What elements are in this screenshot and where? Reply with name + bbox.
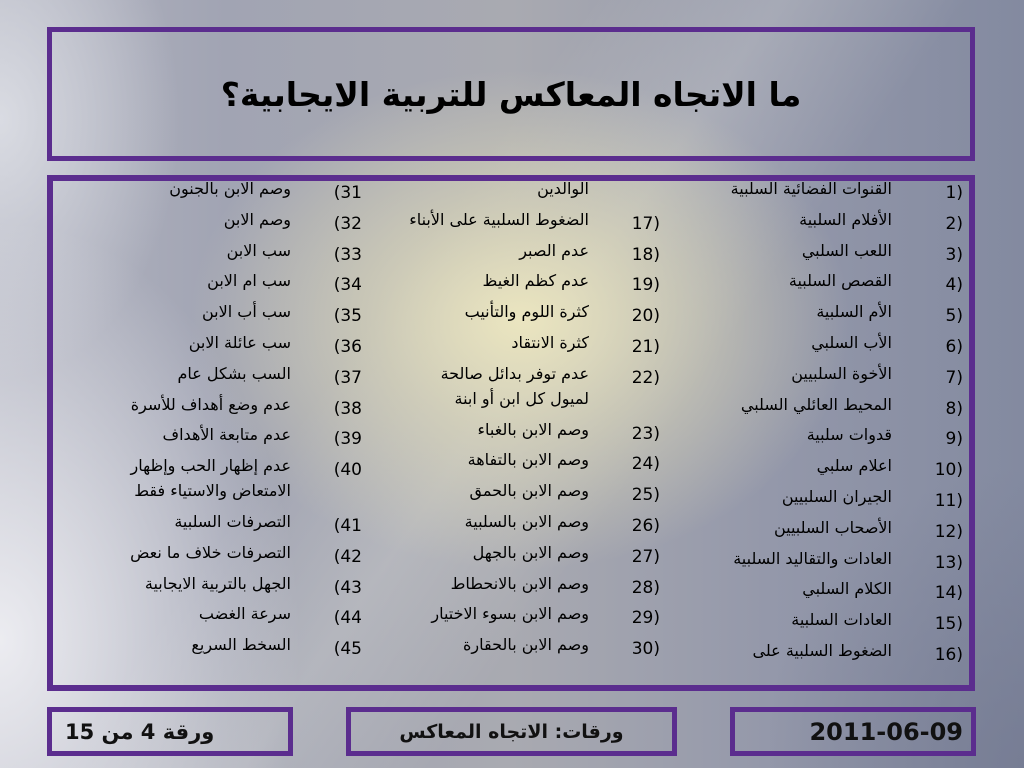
list-item-number: (31 bbox=[333, 183, 362, 203]
list-item bbox=[365, 207, 663, 238]
list-item-text bbox=[365, 540, 589, 565]
list-item-number: (34 bbox=[333, 275, 362, 296]
list-item-text-line: قدوات سلبية bbox=[806, 425, 892, 445]
list-item-text bbox=[365, 361, 589, 411]
slide-title: ما الاتجاه المعاكس للتربية الايجابية؟ bbox=[220, 74, 802, 114]
list-item-text-line: عدم كظم الغيظ bbox=[482, 271, 589, 291]
list-item-text-line: وصم الابن بالجهل bbox=[472, 542, 589, 562]
title-frame bbox=[47, 27, 975, 161]
list-item-text-line: وصم الابن بالجنون bbox=[169, 179, 291, 198]
list-item-text-line: اللعب السلبي bbox=[801, 240, 892, 260]
list-item-number: 23) bbox=[631, 423, 660, 444]
list-item-text bbox=[58, 601, 291, 626]
list-item bbox=[58, 601, 365, 632]
list-item-text bbox=[663, 268, 892, 293]
list-item-text bbox=[58, 509, 291, 534]
list-item-text-line: المحيط العائلي السلبي bbox=[740, 394, 892, 414]
list-item-number: (37 bbox=[333, 367, 362, 388]
list-item-number: 1) bbox=[945, 183, 963, 203]
list-item-number: 24) bbox=[631, 454, 660, 475]
list-item-text-line: وصم الابن بالغباء bbox=[477, 419, 589, 439]
list-item-number: (36 bbox=[333, 336, 362, 357]
list-item bbox=[663, 484, 966, 515]
list-item-number: (32 bbox=[333, 213, 362, 234]
list-item bbox=[663, 268, 966, 299]
footer-section-box bbox=[346, 707, 677, 756]
list-item-number: (42 bbox=[333, 546, 362, 567]
list-item-continuation bbox=[365, 176, 663, 207]
list-item-text-line: الضغوط السلبية على bbox=[752, 640, 892, 660]
list-item-text bbox=[365, 299, 589, 324]
list-item-number: 9) bbox=[945, 429, 963, 450]
list-item-number: 2) bbox=[945, 213, 963, 234]
list-item-text bbox=[365, 176, 589, 201]
list-item bbox=[365, 361, 663, 417]
list-item bbox=[663, 576, 966, 607]
list-item bbox=[663, 176, 966, 207]
list-item-number: 30) bbox=[631, 639, 660, 660]
list-item-text-line: الوالدين bbox=[537, 179, 589, 198]
list-item-text-line: عدم إظهار الحب وإظهار bbox=[130, 456, 291, 476]
list-item-text bbox=[365, 509, 589, 534]
list-item-number: 12) bbox=[934, 521, 963, 542]
list-item-text-line: كثرة الانتقاد bbox=[511, 332, 589, 352]
list-item-number: 8) bbox=[945, 398, 963, 419]
list-item-text bbox=[663, 361, 892, 386]
list-item-text bbox=[365, 207, 589, 232]
list-item bbox=[58, 330, 365, 361]
list-item-number: (39 bbox=[333, 429, 362, 450]
list-item-number: 3) bbox=[945, 244, 963, 265]
list-item-text-line: وصم الابن بالسلبية bbox=[464, 511, 589, 531]
list-item-text-line: العادات والتقاليد السلبية bbox=[733, 548, 892, 568]
list-item-text-line: الجهل بالتربية الايجابية bbox=[144, 573, 291, 593]
list-item-text bbox=[58, 453, 291, 503]
list-item-text bbox=[58, 392, 291, 417]
list-item-text bbox=[365, 417, 589, 442]
footer-date-box bbox=[730, 707, 976, 756]
list-item-text bbox=[365, 571, 589, 596]
list-item-text bbox=[58, 207, 291, 232]
list-item-text-line: السب بشكل عام bbox=[177, 363, 291, 383]
list-item-number: 4) bbox=[945, 275, 963, 296]
list-item-text-line: الأم السلبية bbox=[816, 302, 892, 322]
list-item-text-line: القصص السلبية bbox=[788, 271, 892, 291]
list-item-number: 25) bbox=[631, 485, 660, 506]
list-item-text bbox=[58, 571, 291, 596]
slide-counter: ورقة 4 من 15 bbox=[65, 719, 215, 744]
list-item bbox=[663, 422, 966, 453]
list-item-text bbox=[663, 453, 892, 478]
list-item bbox=[663, 238, 966, 269]
list-item-text bbox=[365, 268, 589, 293]
list-item-text bbox=[58, 540, 291, 565]
list-item-text-line: سب أب الابن bbox=[202, 302, 291, 322]
list-item-number: 7) bbox=[945, 367, 963, 388]
list-item-text-line: وصم الابن بالتفاهة bbox=[467, 450, 589, 470]
list-item bbox=[365, 330, 663, 361]
list-item-text bbox=[365, 601, 589, 626]
list-item bbox=[365, 478, 663, 509]
list-item-text bbox=[663, 607, 892, 632]
list-item-text bbox=[663, 176, 892, 201]
list-item-text-line: الأفلام السلبية bbox=[799, 209, 892, 229]
list-item-text-line: الجيران السلبيين bbox=[781, 486, 892, 506]
list-item bbox=[365, 417, 663, 448]
list-item-number: 20) bbox=[631, 306, 660, 327]
list-item bbox=[58, 268, 365, 299]
slide-date: 2011-06-09 bbox=[809, 717, 963, 746]
list-item-number: (44 bbox=[333, 608, 362, 629]
list-item-text bbox=[58, 176, 291, 201]
list-item-text-line: التصرفات السلبية bbox=[174, 511, 291, 531]
list-item-text bbox=[663, 515, 892, 540]
list-item-text bbox=[365, 478, 589, 503]
list-item bbox=[58, 540, 365, 571]
list-item-text bbox=[663, 576, 892, 601]
list-item bbox=[365, 601, 663, 632]
list-item-text bbox=[365, 238, 589, 263]
list-item-text-line: العادات السلبية bbox=[791, 610, 892, 630]
section-title: ورقات: الاتجاه المعاكس bbox=[399, 720, 624, 743]
list-item-text bbox=[365, 447, 589, 472]
list-item-number: 27) bbox=[631, 546, 660, 567]
list-item-text-line: عدم وضع أهداف للأسرة bbox=[130, 394, 291, 414]
list-column-middle bbox=[365, 176, 663, 663]
list-item-text-line: السخط السريع bbox=[191, 635, 291, 655]
list-item bbox=[663, 392, 966, 423]
list-item-text-line: الضغوط السلبية على الأبناء bbox=[409, 209, 589, 229]
list-item-text bbox=[663, 638, 892, 663]
list-item bbox=[365, 299, 663, 330]
list-item-text bbox=[58, 299, 291, 324]
list-item-text bbox=[58, 361, 291, 386]
list-column-right bbox=[663, 176, 966, 669]
list-item bbox=[58, 392, 365, 423]
list-item-text-line: وصم الابن بالحقارة bbox=[463, 635, 589, 655]
list-item bbox=[663, 299, 966, 330]
list-item-number: 17) bbox=[631, 213, 660, 234]
list-item-text-line: لميول كل ابن أو ابنة bbox=[454, 388, 589, 408]
list-item bbox=[365, 632, 663, 663]
list-item-text-line: الأصحاب السلبيين bbox=[773, 517, 892, 537]
list-item-number: 13) bbox=[934, 552, 963, 573]
list-item-text-line: كثرة اللوم والتأنيب bbox=[464, 302, 589, 322]
list-item-number: 21) bbox=[631, 336, 660, 357]
list-item-text-line: عدم الصبر bbox=[519, 240, 589, 260]
list-frame bbox=[47, 175, 975, 691]
list-item-text-line: الامتعاض والاستياء فقط bbox=[134, 481, 291, 501]
list-item-text-line: وصم الابن بالحمق bbox=[469, 481, 589, 501]
list-item-text bbox=[365, 632, 589, 657]
list-item bbox=[663, 361, 966, 392]
list-item bbox=[58, 632, 365, 663]
list-item-number: (35 bbox=[333, 306, 362, 327]
list-item-text-line: التصرفات خلاف ما نعض bbox=[130, 542, 291, 562]
list-item-text-line: سب الابن bbox=[226, 240, 291, 260]
list-item-text-line: اعلام سلبي bbox=[816, 456, 892, 476]
list-item bbox=[663, 453, 966, 484]
list-item-text-line: سب عائلة الابن bbox=[188, 332, 291, 352]
list-item bbox=[58, 176, 365, 207]
list-item-text-line: الأخوة السلبيين bbox=[791, 363, 892, 383]
list-item bbox=[365, 447, 663, 478]
list-item-text bbox=[663, 484, 892, 509]
list-item-text-line: عدم متابعة الأهداف bbox=[162, 425, 291, 445]
list-item-text-line: وصم الابن بسوء الاختيار bbox=[431, 604, 589, 624]
list-item bbox=[663, 546, 966, 577]
footer-slide-counter-box bbox=[47, 707, 293, 756]
list-item-number bbox=[589, 181, 663, 206]
list-item-text bbox=[663, 299, 892, 324]
list-item bbox=[58, 453, 365, 509]
list-item bbox=[58, 299, 365, 330]
list-item bbox=[663, 515, 966, 546]
list-column-left bbox=[58, 176, 365, 663]
list-item-number: 19) bbox=[631, 275, 660, 296]
list-item-text-line: الأب السلبي bbox=[811, 332, 892, 352]
list-item-number: 6) bbox=[945, 336, 963, 357]
list-item bbox=[365, 509, 663, 540]
list-item-text-line: الكلام السلبي bbox=[802, 579, 892, 599]
list-item bbox=[663, 330, 966, 361]
list-item bbox=[365, 238, 663, 269]
list-item-text bbox=[663, 546, 892, 571]
list-item-number: 18) bbox=[631, 244, 660, 265]
list-item-text-line: وصم الابن bbox=[223, 209, 291, 229]
list-item-text bbox=[663, 422, 892, 447]
list-item-number: 22) bbox=[631, 367, 660, 388]
list-item-number: 28) bbox=[631, 577, 660, 598]
list-item-text-line: القنوات الفضائية السلبية bbox=[730, 179, 892, 198]
list-item bbox=[365, 540, 663, 571]
list-item-text bbox=[58, 330, 291, 355]
list-item-number: 26) bbox=[631, 515, 660, 536]
list-item-number: 5) bbox=[945, 306, 963, 327]
list-item-text-line: وصم الابن بالانحطاط bbox=[450, 573, 589, 593]
list-item-number: (45 bbox=[333, 639, 362, 660]
list-item-number: (38 bbox=[333, 398, 362, 419]
list-item-number: (33 bbox=[333, 244, 362, 265]
list-item bbox=[663, 207, 966, 238]
list-item bbox=[58, 571, 365, 602]
list-item-number: (40 bbox=[333, 460, 362, 481]
list-item-number: 16) bbox=[934, 644, 963, 665]
list-item-text bbox=[663, 392, 892, 417]
list-item-text bbox=[663, 207, 892, 232]
list-item bbox=[58, 207, 365, 238]
list-item-number: 11) bbox=[934, 490, 963, 511]
list-item bbox=[663, 638, 966, 669]
list-item-number: (43 bbox=[333, 577, 362, 598]
list-item bbox=[365, 571, 663, 602]
list-item bbox=[58, 238, 365, 269]
list-item-number: 15) bbox=[934, 614, 963, 635]
list-item-text bbox=[58, 632, 291, 657]
list-item bbox=[663, 607, 966, 638]
list-item-text bbox=[58, 268, 291, 293]
list-item-number: 10) bbox=[934, 460, 963, 481]
list-item-text-line: سب ام الابن bbox=[207, 271, 291, 291]
list-item-text bbox=[663, 238, 892, 263]
list-item bbox=[58, 361, 365, 392]
list-item-text-line: سرعة الغضب bbox=[198, 604, 291, 624]
list-item bbox=[365, 268, 663, 299]
list-item-text bbox=[663, 330, 892, 355]
list-item bbox=[58, 509, 365, 540]
list-item bbox=[58, 422, 365, 453]
list-item-number: (41 bbox=[333, 515, 362, 536]
list-item-text bbox=[58, 238, 291, 263]
list-item-number: 14) bbox=[934, 583, 963, 604]
list-item-number: 29) bbox=[631, 608, 660, 629]
list-item-text-line: عدم توفر بدائل صالحة bbox=[440, 363, 589, 383]
list-item-text bbox=[58, 422, 291, 447]
list-item-text bbox=[365, 330, 589, 355]
